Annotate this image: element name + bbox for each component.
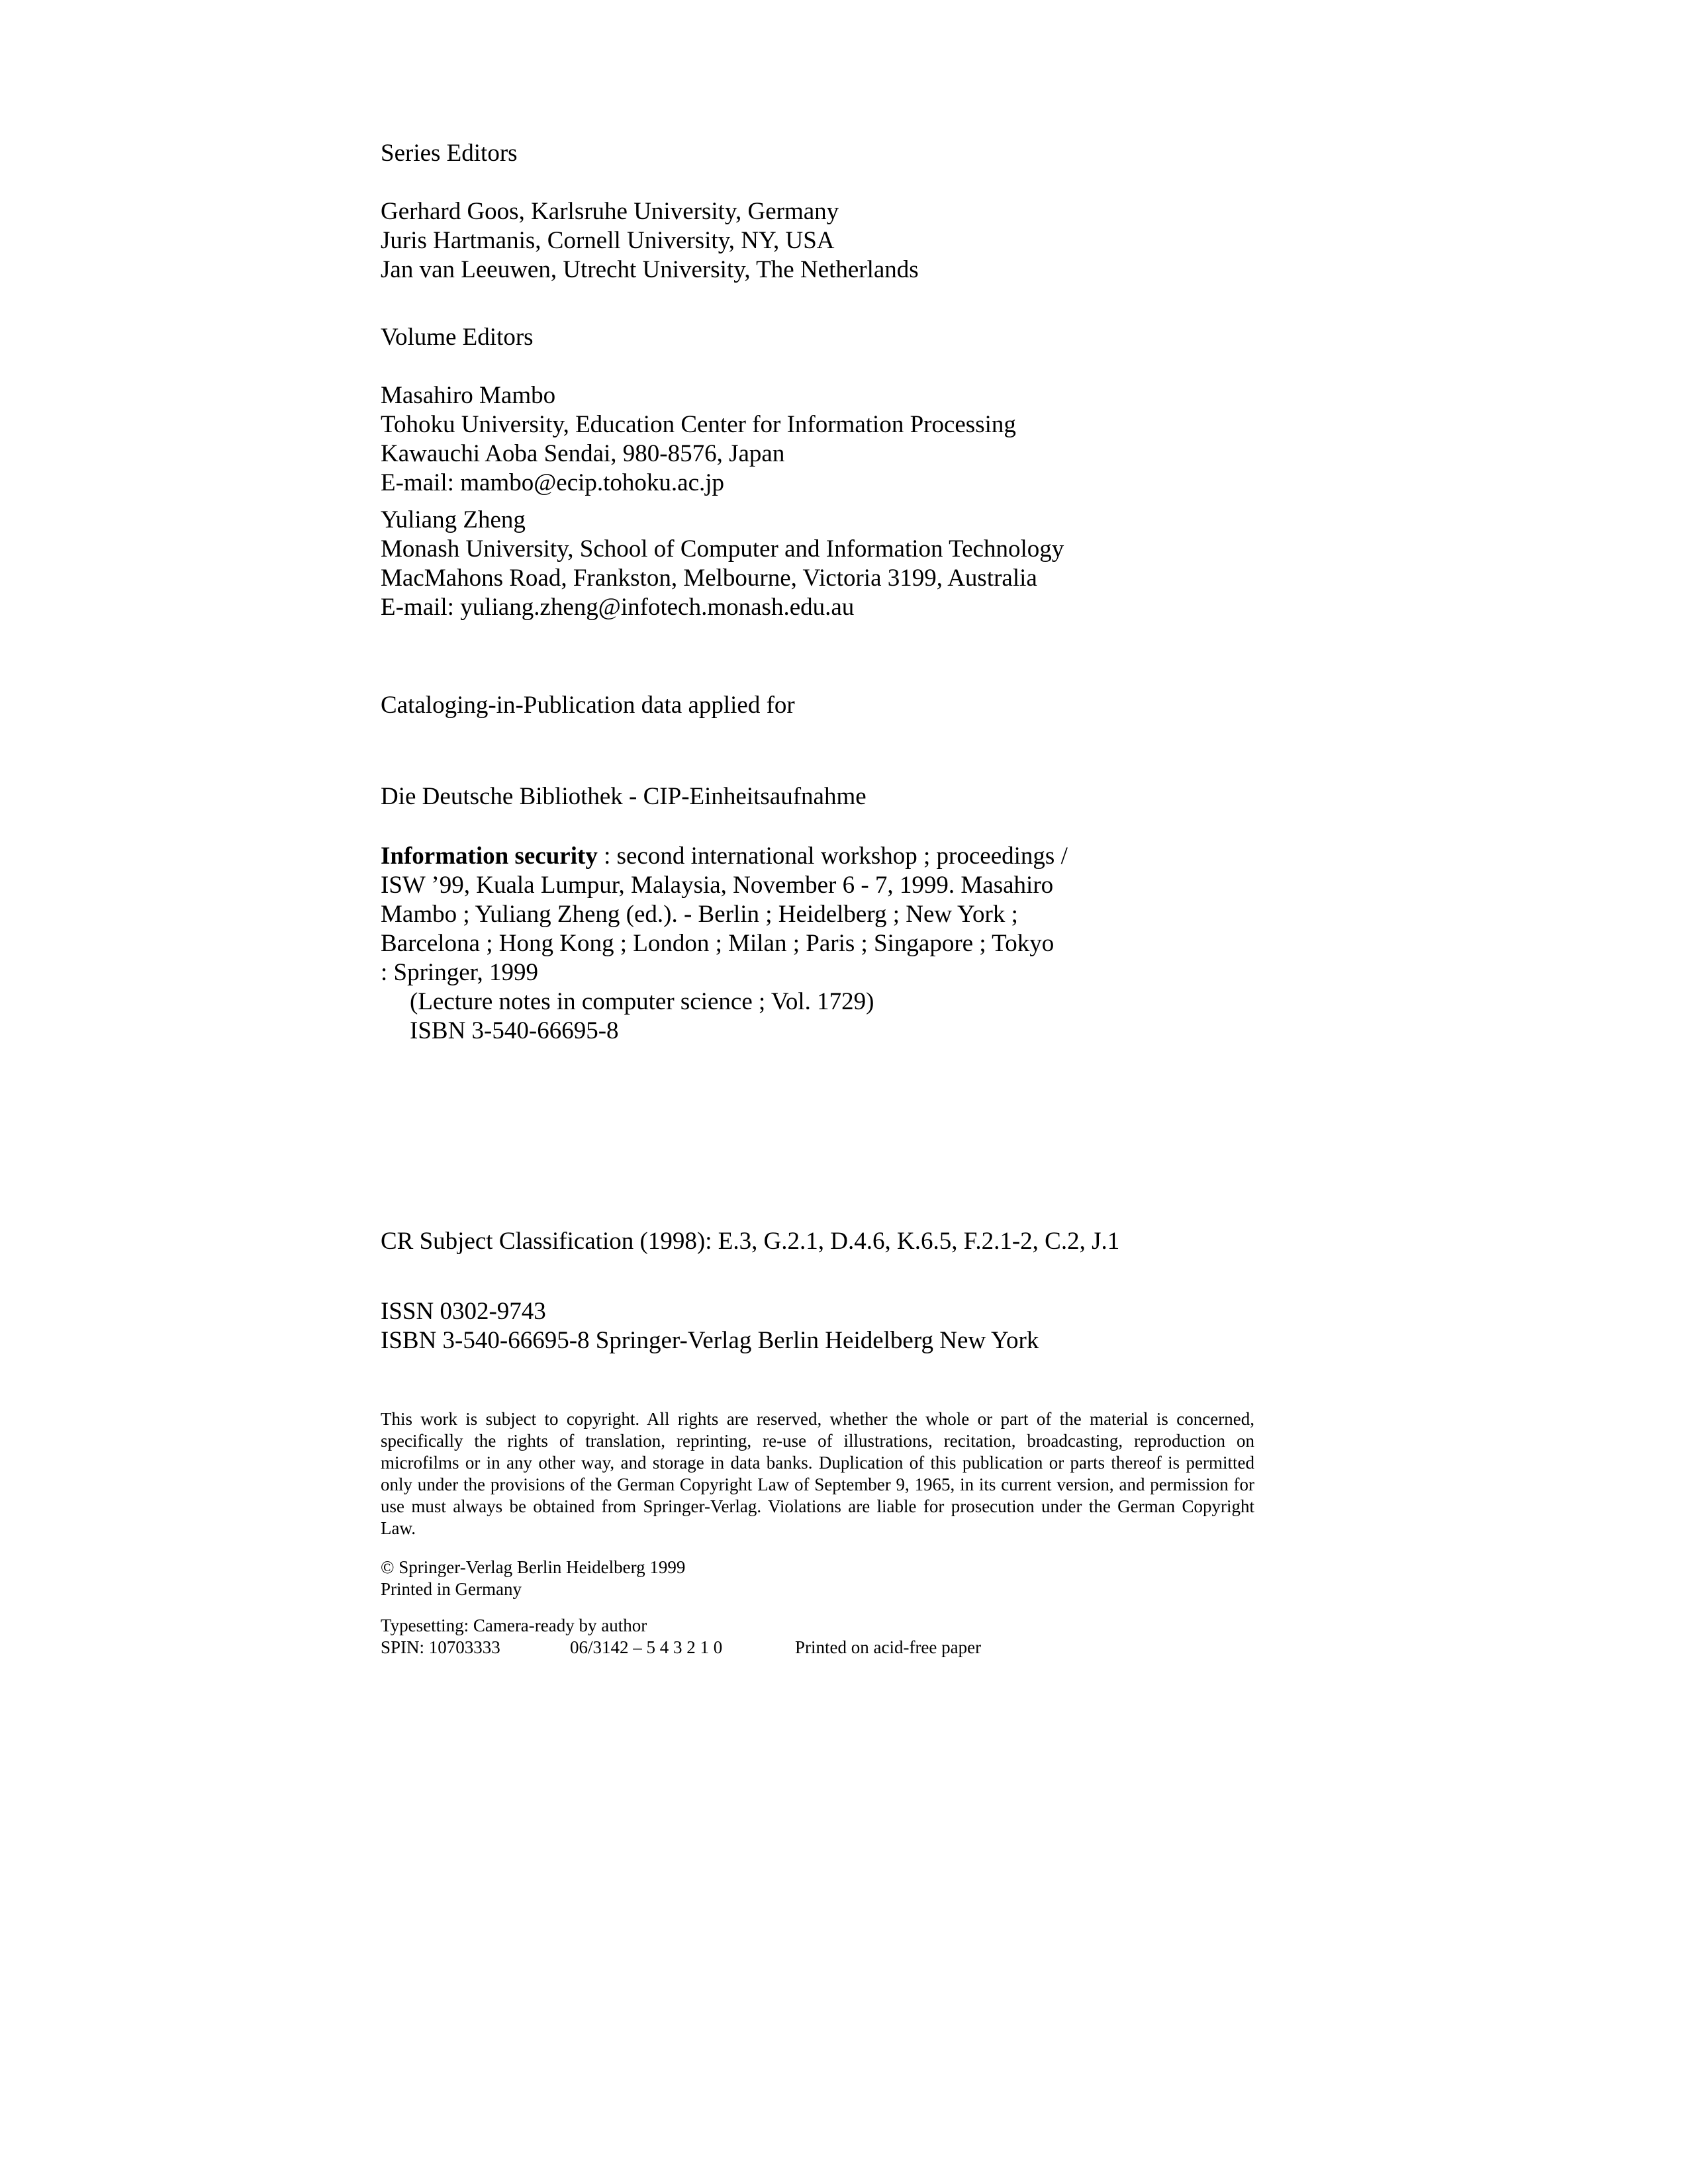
editor1-name: Masahiro Mambo: [381, 382, 556, 409]
cip-note: Cataloging-in-Publication data applied for: [381, 692, 795, 719]
cip-entry-title: Information security: [381, 842, 598, 870]
issn: ISSN 0302-9743: [381, 1298, 546, 1325]
cip-entry-line: ISW ’99, Kuala Lumpur, Malaysia, November 6 - 7, 1999. Masahiro: [381, 872, 1054, 899]
series-editor-line: Juris Hartmanis, Cornell University, NY, USA: [381, 227, 835, 254]
cip-entry-line: : Springer, 1999: [381, 959, 538, 986]
cip-entry-subtitle: : second international workshop ; proceedings /: [597, 842, 1068, 870]
editor2-name: Yuliang Zheng: [381, 506, 526, 533]
cip-entry-series: (Lecture notes in computer science ; Vol. 1729): [410, 988, 874, 1015]
editor2-email: E-mail: yuliang.zheng@infotech.monash.edu.au: [381, 594, 855, 621]
series-editor-line: Jan van Leeuwen, Utrecht University, The Netherlands: [381, 256, 919, 283]
cip-entry-line-1: [381, 842, 1068, 871]
cip-entry-line: Barcelona ; Hong Kong ; London ; Milan ; Paris ; Singapore ; Tokyo: [381, 930, 1055, 957]
isbn: ISBN 3-540-66695-8 Springer-Verlag Berlin Heidelberg New York: [381, 1327, 1039, 1354]
cr-classification: CR Subject Classification (1998): E.3, G.2.1, D.4.6, K.6.5, F.2.1-2, C.2, J.1: [381, 1228, 1120, 1255]
deutsche-bibliothek-heading: Die Deutsche Bibliothek - CIP-Einheitsaufnahme: [381, 783, 867, 810]
editor1-address: Kawauchi Aoba Sendai, 980-8576, Japan: [381, 440, 785, 467]
printing-info-row: [381, 1637, 981, 1659]
series-editors-heading: Series Editors: [381, 140, 518, 167]
paper-note: Printed on acid-free paper: [795, 1637, 982, 1657]
series-editor-line: Gerhard Goos, Karlsruhe University, Germany: [381, 198, 839, 225]
copyright-line: © Springer-Verlag Berlin Heidelberg 1999: [381, 1557, 686, 1577]
editor1-email: E-mail: mambo@ecip.tohoku.ac.jp: [381, 469, 725, 496]
editor2-address: MacMahons Road, Frankston, Melbourne, Victoria 3199, Australia: [381, 565, 1037, 592]
printed-in: Printed in Germany: [381, 1579, 522, 1599]
editor1-affiliation: Tohoku University, Education Center for Information Processing: [381, 411, 1016, 438]
cip-entry-isbn: ISBN 3-540-66695-8: [410, 1017, 619, 1044]
editor2-affiliation: Monash University, School of Computer and Information Technology: [381, 535, 1064, 563]
copyright-notice: This work is subject to copyright. All rights are reserved, whether the whole or part of the material is concerned, specifically the rights of translation, reprinting, re-use of illustrations, recitation, broadcasting, reproduction on microfilms or in any other way, and storage in data banks. Duplication of this publication or parts thereof is permitted only under the provisions of the German Copyright Law of September 9, 1965, in its current version, and permission for use must always be obtained from Springer-Verlag. Violations are liable for prosecution under the German Copyright Law.: [381, 1409, 1254, 1538]
volume-editors-heading: Volume Editors: [381, 324, 534, 351]
cip-entry-line: Mambo ; Yuliang Zheng (ed.). - Berlin ; Heidelberg ; New York ;: [381, 901, 1018, 928]
print-code: 06/3142 – 5 4 3 2 1 0: [570, 1637, 723, 1657]
spin: SPIN: 10703333: [381, 1637, 500, 1657]
typesetting: Typesetting: Camera-ready by author: [381, 1615, 647, 1635]
